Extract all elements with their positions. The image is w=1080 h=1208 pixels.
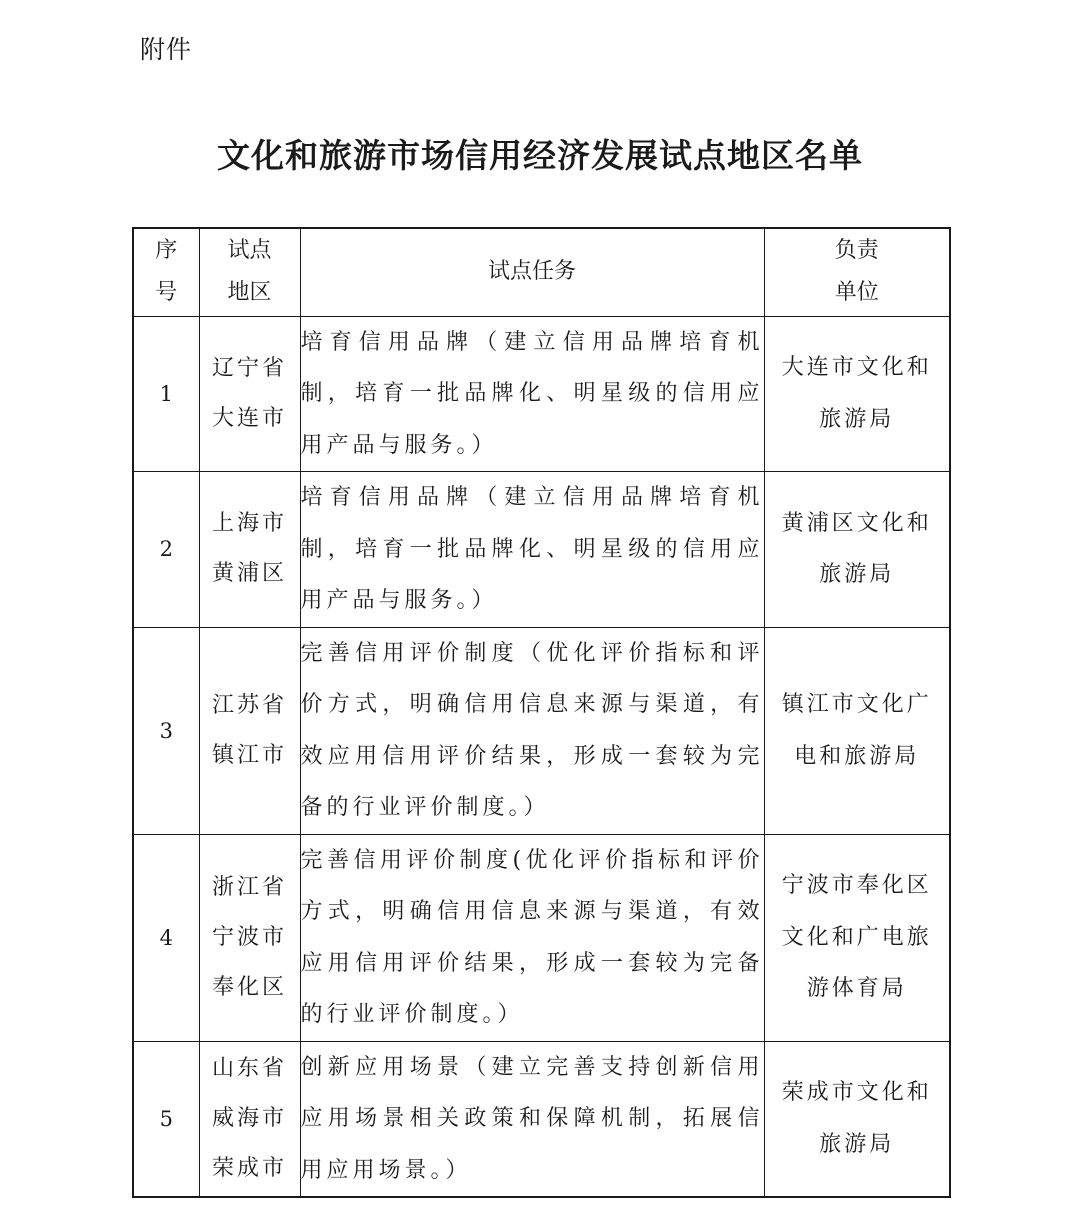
table-row	[133, 1041, 950, 1197]
row-region: 山东省 威海市 荣成市	[199, 1041, 300, 1197]
table-row	[133, 627, 950, 834]
attachment-label: 附件	[140, 35, 193, 64]
row-task: 创新应用场景（建立完善支持创新信用应用场景相关政策和保障机制，拓展信用应用场景。）	[300, 1041, 764, 1197]
row-region: 江苏省 镇江市	[199, 627, 300, 834]
pilot-regions-table	[132, 227, 951, 1198]
row-unit: 宁波市奉化区 文化和广电旅 游体育局	[764, 834, 950, 1041]
row-task: 完善信用评价制度(优化评价指标和评价方式，明确信用信息来源与渠道，有效应用信用评价结果，形成一套较为完备的行业评价制度。）	[300, 834, 764, 1041]
row-index: 3	[133, 627, 199, 834]
row-task: 完善信用评价制度（优化评价指标和评价方式，明确信用信息来源与渠道，有效应用信用评价结果，形成一套较为完备的行业评价制度。）	[300, 627, 764, 834]
table-row	[133, 834, 950, 1041]
row-task: 培育信用品牌（建立信用品牌培育机制，培育一批品牌化、明星级的信用应用产品与服务。）	[300, 316, 764, 472]
row-unit: 荣成市文化和 旅游局	[764, 1041, 950, 1197]
document-title: 文化和旅游市场信用经济发展试点地区名单	[217, 136, 863, 175]
row-unit: 黄浦区文化和 旅游局	[764, 472, 950, 628]
row-unit: 大连市文化和 旅游局	[764, 316, 950, 472]
row-region: 浙江省 宁波市 奉化区	[199, 834, 300, 1041]
row-index: 5	[133, 1041, 199, 1197]
header-region: 试点 地区	[199, 228, 300, 316]
table-row	[133, 316, 950, 472]
row-index: 2	[133, 472, 199, 628]
table-header-row	[133, 228, 950, 316]
table-row	[133, 472, 950, 628]
header-index: 序 号	[133, 228, 199, 316]
row-region: 辽宁省 大连市	[199, 316, 300, 472]
row-index: 1	[133, 316, 199, 472]
row-unit: 镇江市文化广 电和旅游局	[764, 627, 950, 834]
header-unit: 负责 单位	[764, 228, 950, 316]
row-task: 培育信用品牌（建立信用品牌培育机制，培育一批品牌化、明星级的信用应用产品与服务。）	[300, 472, 764, 628]
row-index: 4	[133, 834, 199, 1041]
row-region: 上海市 黄浦区	[199, 472, 300, 628]
header-task: 试点任务	[300, 228, 764, 316]
